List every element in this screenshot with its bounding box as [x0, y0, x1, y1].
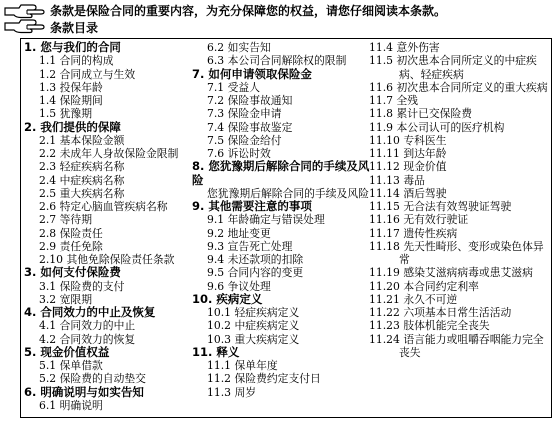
- toc-entry[interactable]: 11.19 感染艾滋病病毒或患艾滋病: [369, 266, 533, 280]
- toc-entry[interactable]: 7.2 保险事故通知: [207, 94, 293, 107]
- toc-entry[interactable]: 3.1 保险费的支付: [39, 279, 125, 293]
- toc-entry[interactable]: 11.7 全残: [369, 94, 419, 107]
- toc-column-3: [363, 41, 553, 359]
- toc-entry[interactable]: 4.2 合同效力的恢复: [39, 332, 136, 346]
- toc-entry[interactable]: 11.15 无合法有效驾驶证驾驶: [369, 200, 512, 213]
- toc-entry[interactable]: 9.2 地址变更: [207, 226, 271, 240]
- toc-entry[interactable]: 11.16 无有效行驶证: [369, 213, 469, 227]
- toc-entry[interactable]: 9.5 合同内容的变更: [207, 266, 304, 280]
- toc-entry[interactable]: 2.7 等待期: [39, 213, 92, 227]
- toc-entry[interactable]: 9.1 年龄确定与错误处理: [207, 213, 325, 227]
- toc-entry[interactable]: 您犹豫期后解除合同的手续及风险: [207, 186, 369, 200]
- toc-entry[interactable]: 2.8 保险责任: [39, 226, 103, 240]
- toc-entry[interactable]: 11.13 毒品: [369, 173, 425, 187]
- toc-entry[interactable]: 7.3 保险金申请: [207, 107, 282, 121]
- toc-entry[interactable]: 9.3 宣告死亡处理: [207, 239, 293, 253]
- toc-entry[interactable]: 2.6 特定心脑血管疾病名称: [39, 200, 168, 213]
- toc-entry[interactable]: 6.1 明确说明: [39, 398, 103, 412]
- toc-entry[interactable]: 10.2 中症疾病定义: [207, 319, 300, 333]
- toc-entry[interactable]: 11.11 到达年龄: [369, 147, 447, 160]
- toc-entry[interactable]: 4.1 合同效力的中止: [39, 319, 136, 333]
- toc-entry[interactable]: 11.5 初次患本合同所定义的中症疾病、轻症疾病: [369, 54, 537, 81]
- toc-entry[interactable]: 11.17 遗传性疾病: [369, 226, 458, 240]
- toc-entry[interactable]: 9.4 未还款项的扣除: [207, 253, 304, 266]
- toc-entry[interactable]: 11.23 肢体机能完全丧失: [369, 319, 490, 333]
- toc-entry[interactable]: 11.4 意外伤害: [369, 41, 440, 54]
- toc-entry[interactable]: 2.5 重大疾病名称: [39, 186, 125, 200]
- toc-entry[interactable]: 11.14 酒后驾驶: [369, 186, 447, 200]
- toc-section-heading[interactable]: 8. 您犹豫期后解除合同的手续及风险: [192, 159, 370, 187]
- toc-entry[interactable]: 7.1 受益人: [207, 80, 260, 94]
- toc-entry[interactable]: 11.24 语言能力或咀嚼吞咽能力完全丧失: [369, 332, 544, 359]
- toc-entry[interactable]: 11.22 六项基本日常生活活动: [369, 306, 512, 319]
- toc-section-heading[interactable]: 10. 疾病定义: [192, 291, 263, 306]
- toc-entry[interactable]: 7.5 保险金给付: [207, 133, 282, 147]
- toc-entry[interactable]: 2.4 中症疾病名称: [39, 173, 125, 187]
- toc-entry[interactable]: 5.1 保单借款: [39, 359, 103, 372]
- toc-entry[interactable]: 6.2 如实告知: [207, 41, 271, 54]
- toc-entry[interactable]: 11.18 先天性畸形、变形或染色体异常: [369, 239, 544, 266]
- toc-entry[interactable]: 1.4 保险期间: [39, 94, 103, 107]
- toc-section-heading[interactable]: 4. 合同效力的中止及恢复: [24, 305, 156, 319]
- toc-section-heading[interactable]: 2. 我们提供的保障: [24, 119, 121, 134]
- toc-entry[interactable]: 1.3 投保年龄: [39, 80, 103, 94]
- toc-entry[interactable]: 2.2 未成年人身故保险金限制: [39, 147, 179, 160]
- toc-entry[interactable]: 1.1 合同的构成: [39, 54, 114, 68]
- toc-section-heading[interactable]: 9. 其他需要注意的事项: [192, 199, 312, 213]
- toc-entry[interactable]: 1.2 合同成立与生效: [39, 67, 136, 81]
- toc-entry[interactable]: 11.10 专科医生: [369, 133, 447, 147]
- toc-entry[interactable]: 11.12 现金价值: [369, 160, 447, 174]
- toc-section-heading[interactable]: 5. 现金价值权益: [24, 344, 110, 359]
- toc-column-2: [192, 41, 372, 399]
- toc-entry[interactable]: 7.4 保险事故鉴定: [207, 120, 293, 134]
- toc-entry[interactable]: 10.3 重大疾病定义: [207, 332, 300, 346]
- toc-section-heading[interactable]: 1. 您与我们的合同: [24, 40, 121, 54]
- toc-entry[interactable]: 11.8 累计已交保险费: [369, 107, 473, 121]
- toc-entry[interactable]: 2.3 轻症疾病名称: [39, 160, 125, 174]
- toc-entry[interactable]: 2.10 其他免除保险责任条款: [39, 253, 175, 266]
- toc-section-heading[interactable]: 7. 如何申请领取保险金: [192, 66, 312, 81]
- notice-text: 条款是保险合同的重要内容，为充分保障您的权益，请您仔细阅读本条款。: [50, 4, 447, 18]
- toc-column-1: [24, 41, 209, 412]
- toc-entry[interactable]: 3.2 宽限期: [39, 292, 92, 306]
- toc-entry[interactable]: 7.6 诉讼时效: [207, 147, 271, 160]
- toc-entry[interactable]: 11.9 本公司认可的医疗机构: [369, 120, 505, 134]
- toc-entry[interactable]: 11.3 周岁: [207, 385, 257, 399]
- toc-entry[interactable]: 11.21 永久不可逆: [369, 292, 458, 306]
- toc-entry[interactable]: 10.1 轻症疾病定义: [207, 306, 300, 319]
- pointing-hand-icon: [3, 16, 45, 36]
- toc-entry[interactable]: 11.2 保险费约定支付日: [207, 372, 321, 386]
- toc-entry[interactable]: 11.1 保单年度: [207, 359, 278, 372]
- toc-entry[interactable]: 11.6 初次患本合同所定义的重大疾病: [369, 80, 548, 94]
- toc-entry[interactable]: 2.1 基本保险金额: [39, 133, 125, 147]
- toc-entry[interactable]: 11.20 本合同约定利率: [369, 279, 479, 293]
- toc-entry[interactable]: 9.6 争议处理: [207, 279, 271, 293]
- toc-title: 条款目录: [50, 21, 99, 35]
- toc-entry[interactable]: 2.9 责任免除: [39, 239, 103, 253]
- toc-section-heading[interactable]: 11. 释义: [192, 344, 240, 359]
- toc-section-heading[interactable]: 6. 明确说明与如实告知: [24, 384, 144, 399]
- toc-entry[interactable]: 5.2 保险费的自动垫交: [39, 372, 146, 386]
- toc-entry[interactable]: 1.5 犹豫期: [39, 107, 92, 121]
- toc-section-heading[interactable]: 3. 如何支付保险费: [24, 265, 121, 280]
- toc-entry[interactable]: 6.3 本公司合同解除权的限制: [207, 54, 347, 68]
